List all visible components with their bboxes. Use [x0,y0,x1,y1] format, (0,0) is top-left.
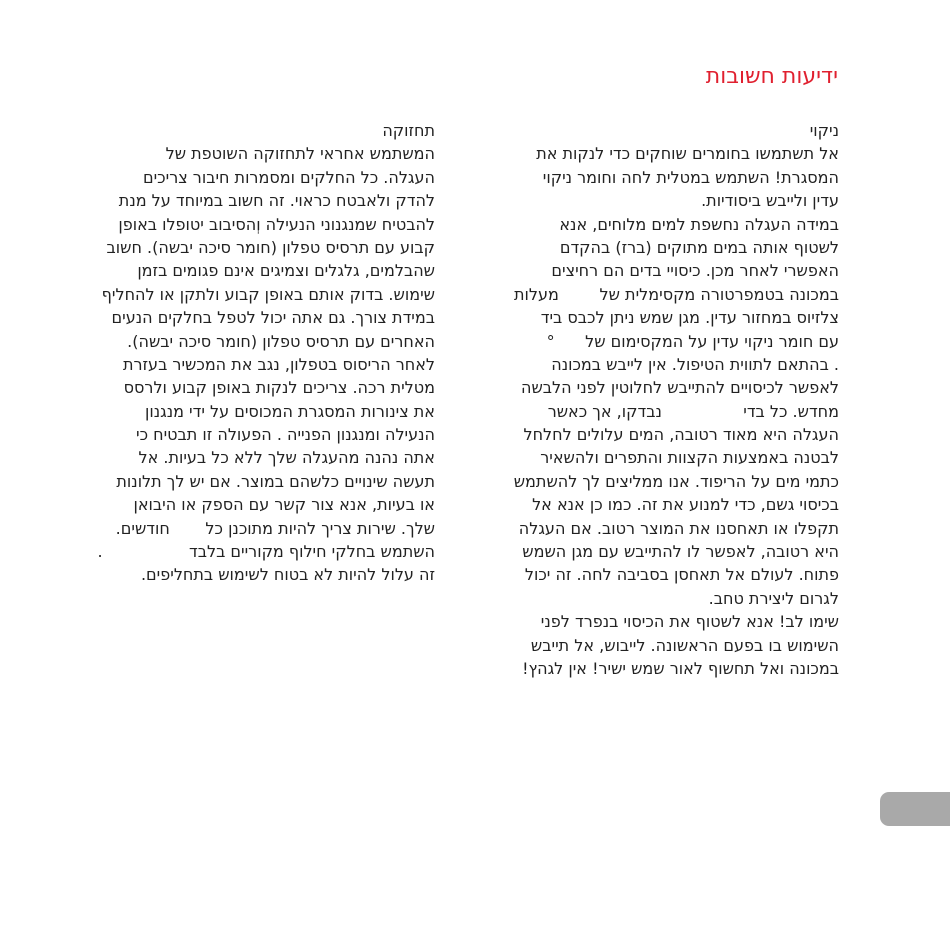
cleaning-text-line: המסגרת! השתמש במטלית לחה וחומר ניקוי [542,167,839,187]
cleaning-text-line: עם חומר ניקוי עדין על המקסימום של ° [546,331,839,351]
maintenance-text-line: להדק ולאבטח כראוי. זה חשוב במיוחד על מנת [118,191,435,211]
maintenance-section [60,119,435,587]
maintenance-text-line: קבוע עם תרסיס טפלון (חומר סיכה יבשה). חשוב [106,237,435,257]
maintenance-text-line: אתה נהנה מהעגלה שלך ללא כל בעיות. אל [138,448,435,468]
maintenance-text-line: השתמש בחלקי חילוף מקוריים בלבד . [97,542,435,562]
cleaning-text-line: לאפשר לכיסויים להתייבש לחלוטין לפני הלבשה [521,378,839,398]
cleaning-text-line: האפשרי לאחר מכן. כיסויי בדים הם רחיצים [551,261,839,281]
maintenance-text-line: תעשה שינויים כלשהם במוצר. אם יש לך תלונות [116,471,435,491]
maintenance-text-line: לאחר הריסוס בטפלון, נגב את המכשיר בעזרת [122,354,435,374]
cleaning-text-line: בכיסוי גשם, כדי למנוע את זה. כמו כן אנא אל [532,495,839,515]
cleaning-text-line: במכונה בטמפרטורה מקסימלית של מעלות [514,284,839,304]
cleaning-text-line: פתוח. לעולם אל תאחסן בסביבה לחה. זה יכול [524,565,839,585]
maintenance-text-line: שלך. שירות צריך להיות מתוכנן כל חודשים. [115,518,435,538]
cleaning-text-line: לגרום ליצירת טחב. [708,588,839,608]
cleaning-text-line: במכונה ואל תחשוף לאור שמש ישיר! אין לגהץ! [522,658,839,678]
maintenance-text-line: להבטיח שמנגנוני הנעילה וְהסיבוב יטופלו באופן [118,214,435,234]
cleaning-text-line: מחדש. כל בדי נבדקו, אך כאשר [547,401,839,421]
cleaning-section [469,119,839,680]
cleaning-text-line: כתמי מים על הריפוד. אנו ממליצים לך להשתמש [513,471,839,491]
maintenance-text-line: את צינורות המסגרת המכוסים על ידי מנגנון [144,401,435,421]
maintenance-text-line: המשתמש אחראי לתחזוקה השוטפת של [165,144,435,164]
cleaning-text-line: עדין ולייבש ביסודיות. [701,191,839,211]
cleaning-heading: ניקוי [809,121,839,140]
maintenance-text-line: במידת צורך. גם אתה יכול לטפל בחלקים הנעים [111,308,435,328]
maintenance-text-line: מטלית רכה. צריכים לנקות באופן קבוע ולרסס [123,378,435,398]
cleaning-text-line: תקפלו או תאחסנו את המוצר רטוב. אם העגלה [518,518,839,538]
page-tab-marker [880,792,950,826]
cleaning-text-line: היא רטובה, לאפשר לו להתייבש עם מגן השמש [522,542,839,562]
cleaning-text-line: במידה העגלה נחשפת למים מלוחים, אנא [559,214,839,234]
maintenance-heading: תחזוקה [382,121,435,140]
cleaning-text-line: שימו לב! אנא לשטוף את הכיסוי בנפרד לפני [540,612,839,632]
cleaning-text-line: אל תשתמשו בחומרים שוחקים כדי לנקות את [536,144,839,164]
cleaning-text-line: השימוש בו בפעם הראשונה. לייבוש, אל תייבש [530,635,839,655]
page-title: ידיעות חשובות [705,64,838,89]
cleaning-text-line: לבטנה באמצעות הקצוות והתפרים ולהשאיר [540,448,839,468]
maintenance-text-line: שימוש. בדוק אותם באופן קבוע ולתקן או להחליף [101,284,435,304]
maintenance-text-line: שהבלמים, גלגלים וצמיגים אינם פגומים בזמן [137,261,435,281]
cleaning-text-line: העגלה היא מאוד רטובה, המים עלולים לחלחל [523,425,839,445]
maintenance-text-line: הנעילה ומנגנון הפנייה . הפעולה זו תבטיח כי [136,425,435,445]
maintenance-text-line: האחרים עם תרסיס טפלון (חומר סיכה יבשה). [127,331,435,351]
cleaning-text-line: צלזיוס במחזור עדין. מגן שמש ניתן לכבס ביד [540,308,839,328]
maintenance-text-line: העגלה. כל החלקים ומסמרות חיבור צריכים [142,167,435,187]
maintenance-text-line: זה עלול להיות לא בטוח לשימוש בתחליפים. [140,565,435,585]
cleaning-text-line: לשטוף אותה במים מתוקים (ברז) בהקדם [559,237,839,257]
cleaning-text-line: . בהתאם לתווית הטיפול. אין לייבש במכונה [551,354,839,374]
maintenance-text-line: או בעיות, אנא צור קשר עם הספק או היבואן [133,495,435,515]
